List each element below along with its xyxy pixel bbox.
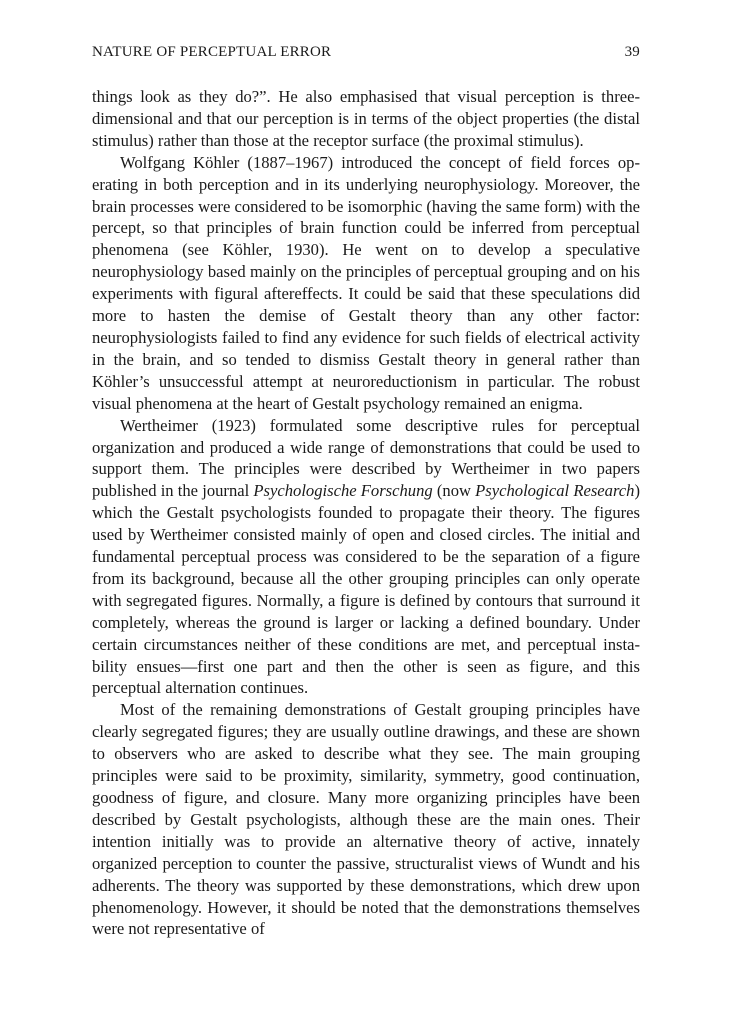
italic-title: Psychological Research bbox=[475, 481, 635, 501]
text-run: (now bbox=[432, 481, 476, 501]
text-run: ) which the Gestalt psychologists founded to propagate their theory. The figures used by Wertheimer consisted mainly of open and closed circles. The initial and fundamental perceptual process was considered to be the separation of a figure from its background, because all the other grouping principles can only operate with segregated figures. Normally, a figure is defined by contours that surround it completely, whereas the ground is larger or lacking a defined boundary. Under certain circumstances neither of these conditions are met, and perceptual instability ensues—first one part and then the other is seen as figure, and this perceptual alternation continues. bbox=[92, 481, 640, 698]
paragraph bbox=[92, 415, 640, 700]
page-number: 39 bbox=[624, 44, 640, 60]
body-text bbox=[92, 86, 640, 940]
paragraph bbox=[92, 86, 640, 152]
text-run: things look as they do?”. He also emphasised that visual perception is three-dimensional and that our perception is in terms of the object properties (the distal stimulus) rather than those at the receptor surface (the proximal stimulus). bbox=[92, 87, 640, 150]
paragraph bbox=[92, 699, 640, 940]
running-head bbox=[92, 44, 640, 66]
text-run: Wolfgang Köhler (1887–1967) introduced the concept of field forces operating in both perception and in its underlying neurophysiology. Moreover, the brain processes were considered to be isomorphic (having the same form) with the percept, so that principles of brain function could be inferred from perceptual phenomena (see Köhler, 1930). He went on to develop a speculative neurophysiology based mainly on the principles of perceptual grouping and on his experiments with figural aftereffects. It could be said that these speculations did more to hasten the demise of Gestalt theory than any other factor: neurophysiologists failed to find any evidence for such fields of electrical activity in the brain, and so tended to dismiss Gestalt theory in general rather than Köhler’s unsuccessful attempt at neuroreductionism in particular. The robust visual phenomena at the heart of Gestalt psychology remained an enigma. bbox=[92, 152, 640, 413]
paragraph bbox=[92, 152, 640, 415]
text-run: Wertheimer (1923) formulated some descriptive rules for perceptual organization and produced a wide range of demonstrations that could be used to support them. The principles were described by Wertheimer in two papers published in the journal bbox=[92, 415, 640, 501]
book-page bbox=[92, 44, 640, 940]
italic-title: Psychologische Forschung bbox=[253, 481, 433, 501]
text-run: Most of the remaining demonstrations of Gestalt grouping principles have clearly segregated figures; they are usually outline drawings, and these are shown to observers who are asked to describe what they see. The main grouping principles were said to be proximity, similarity, symmetry, good continuation, goodness of figure, and closure. Many more organizing principles have been described by Gestalt psychologists, although these are the main ones. Their intention initially was to provide an alternative theory of active, innately organized perception to counter the passive, structuralist views of Wundt and his adherents. The theory was supported by these demonstrations, which drew upon phenomenology. However, it should be noted that the demonstrations themselves were not representative of bbox=[92, 700, 640, 939]
running-head-title: NATURE OF PERCEPTUAL ERROR bbox=[92, 44, 332, 60]
